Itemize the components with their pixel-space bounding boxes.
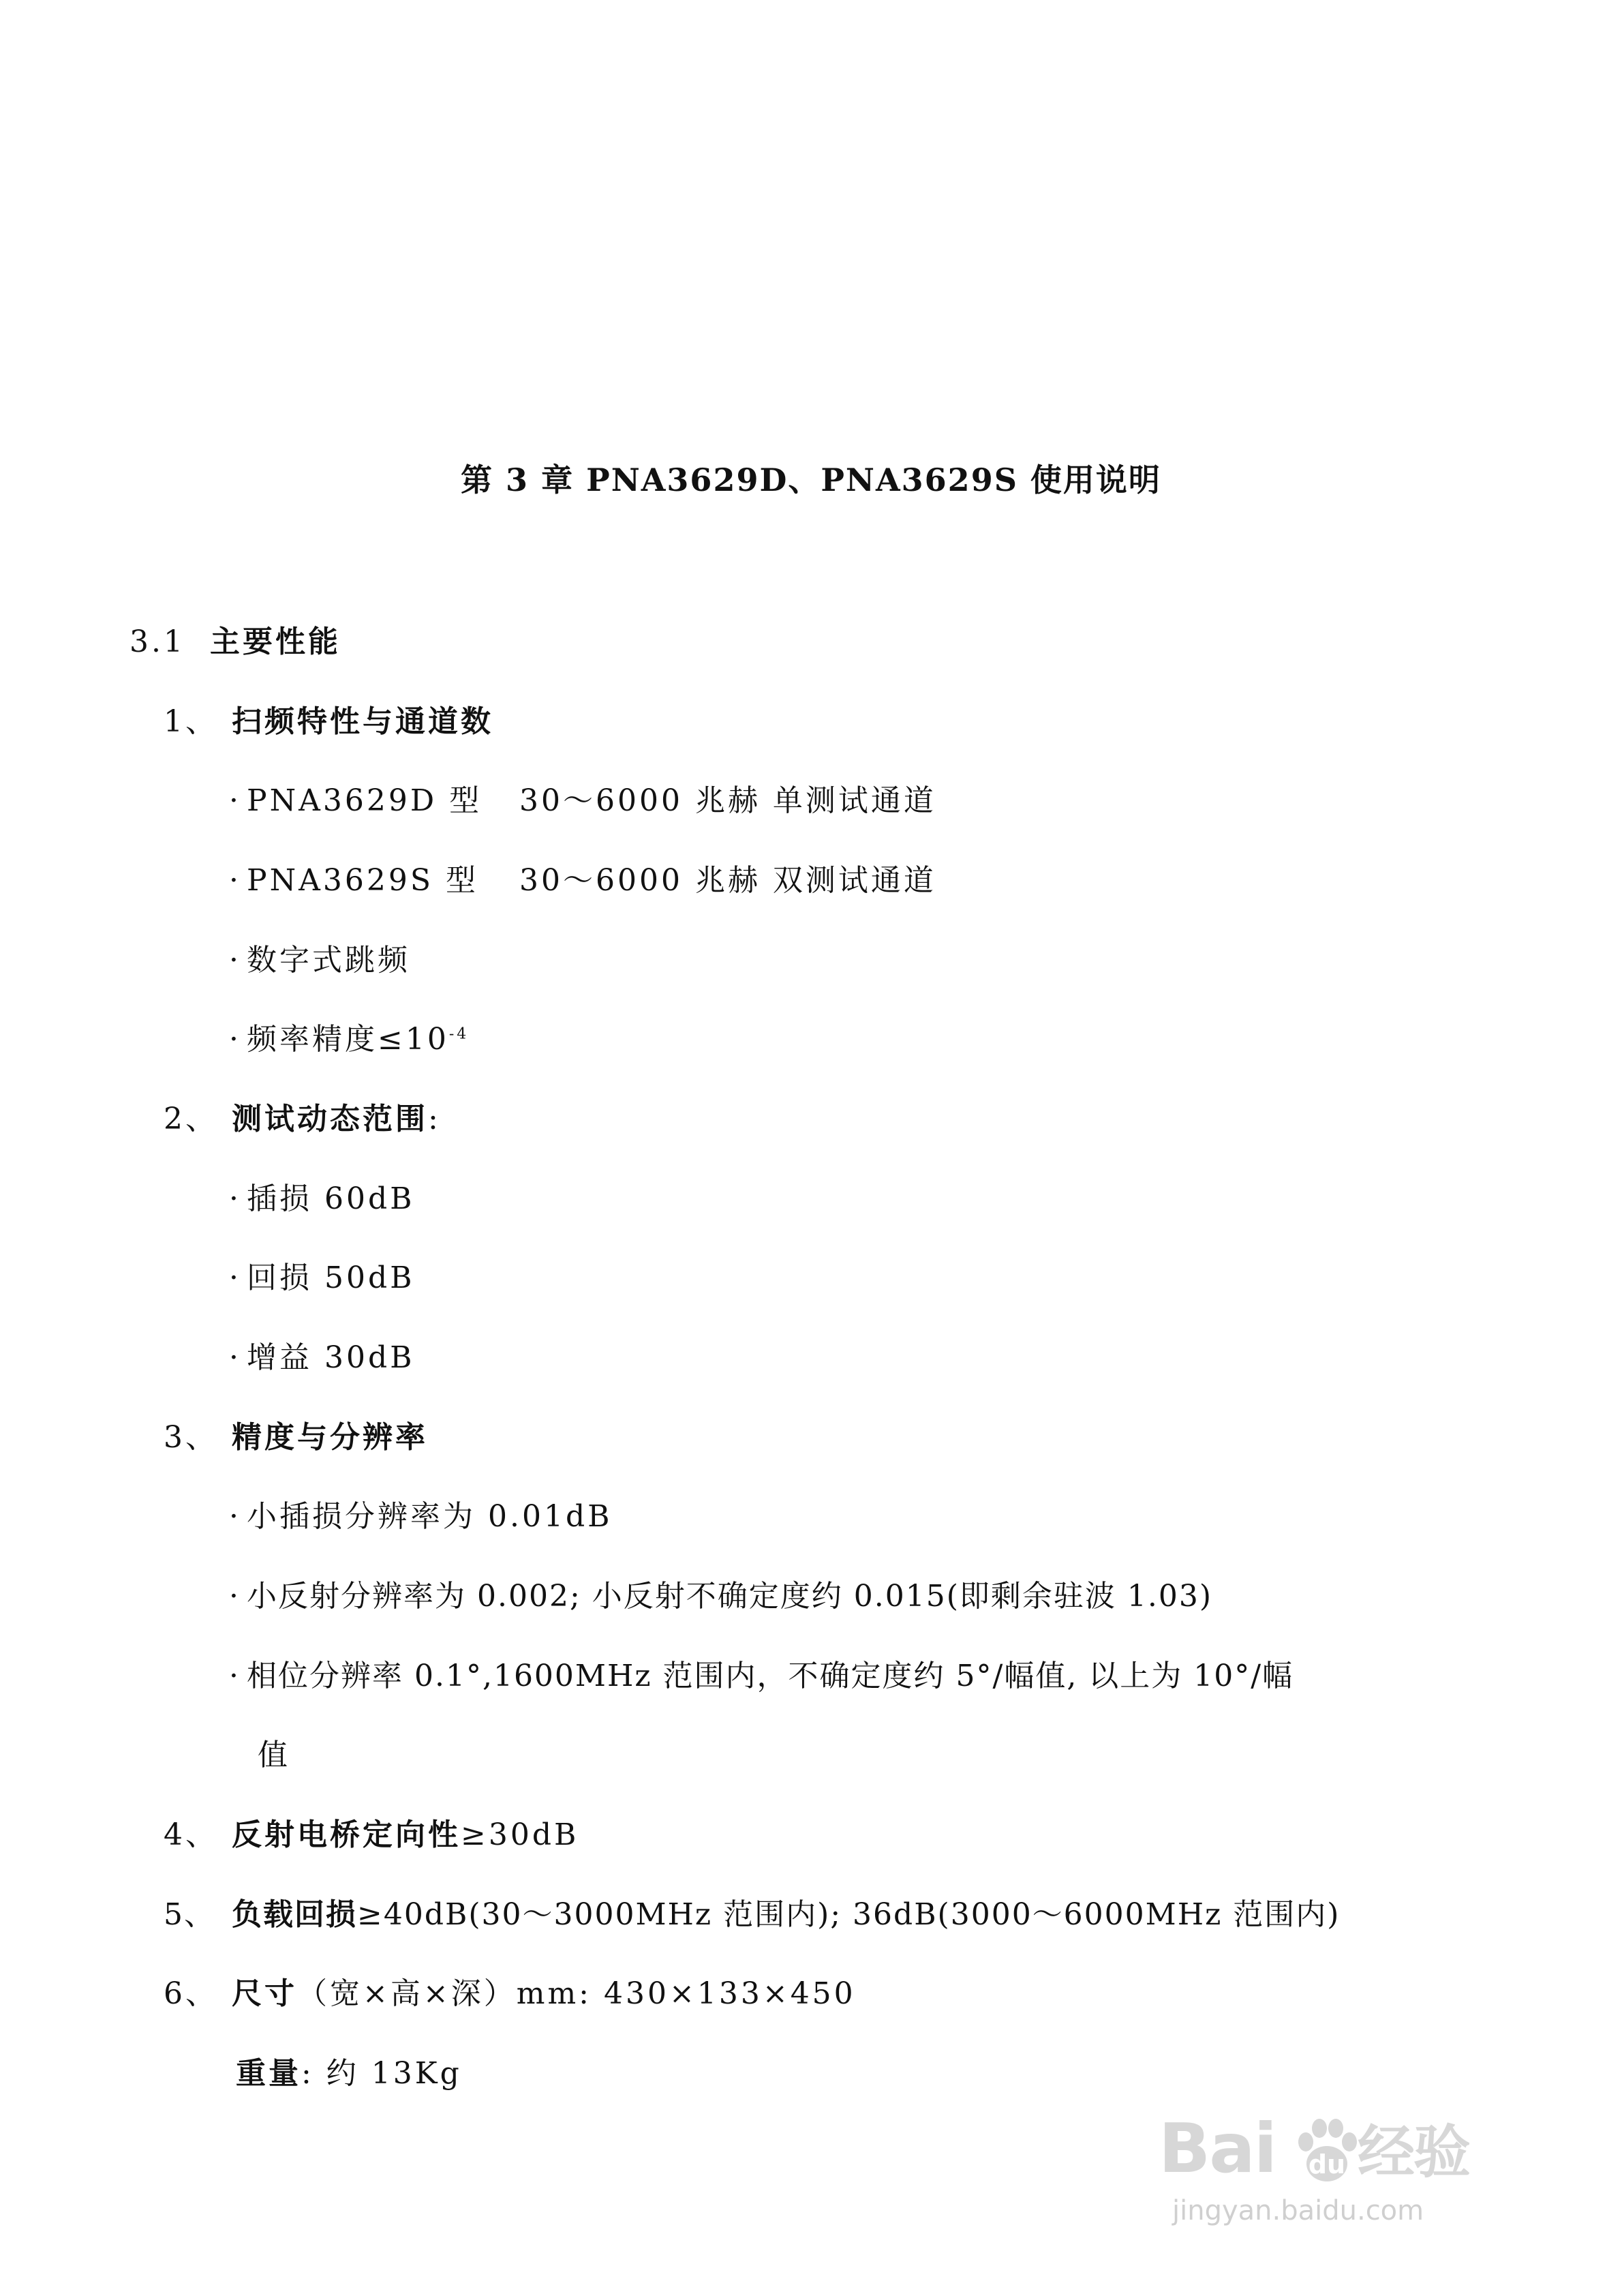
bullet-item [229,1333,414,1376]
bullet-text: 频率精度≤10 [247,1022,449,1057]
bullet-item [229,1014,469,1058]
section-heading [129,617,341,661]
baidu-watermark [1159,2106,1567,2243]
item-number: 5、 [164,1897,215,1932]
item-suffix: ≥30dB [461,1817,579,1852]
item-suffix: ≥40dB(30～3000MHz 范围内); 36dB(3000～6000MHz 范围内) [357,1897,1341,1932]
section-number: 3.1 [129,624,185,659]
bullet-item [229,1651,1294,1695]
bullet-item [229,856,936,899]
watermark-url: jingyan.baidu.com [1172,2195,1424,2226]
model-name: PNA3629D 型 [247,783,483,818]
bullet-dot: · [229,1659,240,1693]
bullet-dot: · [229,1022,241,1057]
item-title: 测试动态范围 [232,1102,428,1136]
item-heading [164,1094,441,1138]
exponent: -4 [448,1025,470,1043]
bullet-dot: · [229,1340,241,1375]
item-number: 4、 [164,1817,218,1852]
bullet-item [229,1492,612,1535]
bullet-text: 回损 50dB [247,1260,415,1295]
item-suffix: （宽×高×深）mm: 430×133×450 [297,1976,856,2011]
item-heading [164,1413,428,1456]
chapter-title: 第 3 章 PNA3629D、PNA3629S 使用说明 [461,462,1161,498]
item-heading [164,1969,856,2012]
weight-line [236,2049,462,2092]
bullet-dot: · [229,783,241,818]
bullet-item [229,1571,1212,1615]
bullet-text: 增益 30dB [247,1340,415,1375]
watermark-brand: Bai 经验 [1159,2109,1469,2188]
bullet-item [229,1253,414,1297]
bullet-dot: · [229,1499,241,1534]
bullet-dot: · [229,1260,241,1295]
paw-icon [1289,2115,1364,2190]
item-suffix: : [428,1102,441,1136]
bullet-text: 插损 60dB [247,1181,415,1216]
section-title: 主要性能 [209,624,341,659]
item-number: 1、 [164,704,218,739]
weight-label: 重量 [236,2056,301,2091]
item-number: 2、 [164,1102,218,1136]
item-title: 负载回损 [232,1897,357,1932]
bullet-dot: · [229,1181,241,1216]
bullet-item [229,935,410,979]
bullet-text: 小反射分辨率为 0.002; 小反射不确定度约 0.015(即剩余驻波 1.03) [247,1579,1212,1614]
bullet-dot: · [229,863,241,898]
model-spec: 30～6000 兆赫 双测试通道 [519,863,936,898]
model-name: PNA3629S 型 [247,863,478,898]
bullet-continuation: 值 [258,1738,290,1772]
item-heading [164,1890,1340,1933]
svg-text:du: du [1308,2149,1346,2179]
bullet-dot: · [229,1579,240,1614]
bullet-item [229,1174,414,1218]
model-spec: 30～6000 兆赫 单测试通道 [519,783,936,818]
bullet-text: 相位分辨率 0.1°,1600MHz 范围内，不确定度约 5°/幅值, 以上为 10°/幅 [247,1659,1294,1693]
bullet-text: 小插损分辨率为 0.01dB [247,1499,613,1534]
bullet-item [229,776,936,819]
item-number: 6、 [164,1976,218,2011]
item-number: 3、 [164,1420,218,1455]
item-title: 精度与分辨率 [232,1420,428,1455]
bullet-text: 数字式跳频 [247,943,410,978]
item-title: 反射电桥定向性 [232,1817,461,1852]
weight-value: : 约 13Kg [301,2056,462,2091]
item-title: 扫频特性与通道数 [232,704,493,739]
item-heading [164,1810,579,1854]
bullet-dot: · [229,943,241,978]
item-title: 尺寸 [232,1976,297,2011]
item-heading [164,697,493,740]
